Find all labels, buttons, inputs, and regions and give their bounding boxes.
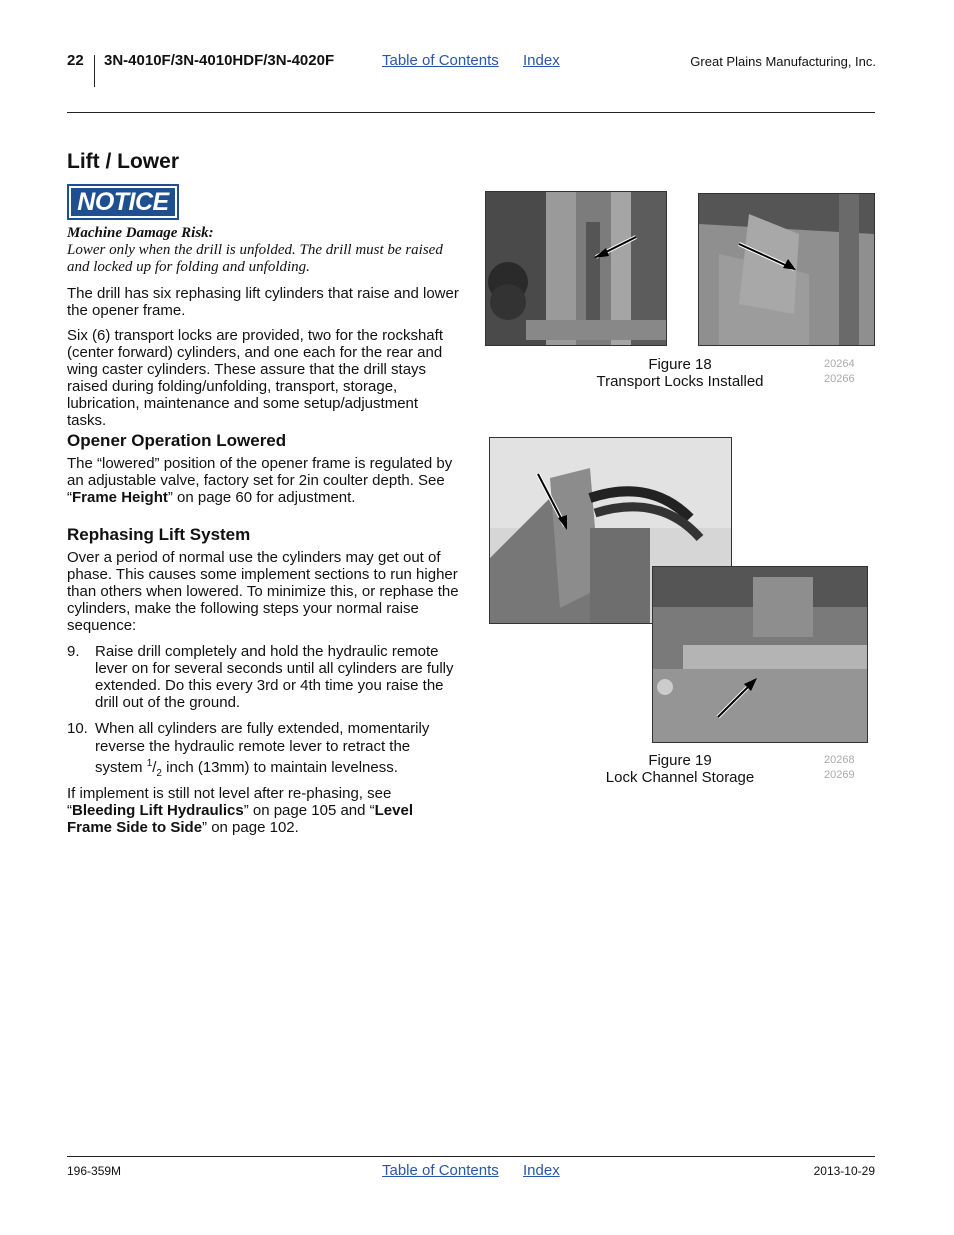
step-10-number: 10. [67, 720, 88, 737]
figure19-caption: Lock Channel Storage [605, 769, 755, 786]
page-number: 22 [67, 52, 84, 69]
notice-badge: NOTICE [67, 184, 179, 220]
opener-paragraph: The “lowered” position of the opener frame is regulated by an adjustable valve, factory set for 2in coulter depth. See “Frame Height” on page 60 for adjustment. [67, 455, 453, 506]
closing-paragraph: If implement is still not level after re-phasing, see “Bleeding Lift Hydraulics” on page 105 and “Level Frame Side to Side” on page 102. [67, 785, 413, 836]
rephasing-heading: Rephasing Lift System [67, 525, 251, 544]
frame-height-ref: Frame Height [72, 489, 168, 506]
header-toc-link[interactable]: Table of Contents [382, 52, 499, 69]
figure19-code-2: 20269 [824, 769, 855, 781]
opener-heading: Opener Operation Lowered [67, 431, 287, 450]
figure18-code-2: 20266 [824, 373, 855, 385]
figure18-photo-left [485, 191, 667, 346]
footer-date: 2013-10-29 [813, 1164, 875, 1178]
header-index-link[interactable]: Index [523, 52, 560, 69]
company-name: Great Plains Manufacturing, Inc. [690, 54, 876, 69]
notice-text: Lower only when the drill is unfolded. The drill must be raised and locked up for folding and unfolding. [67, 242, 443, 275]
header-divider [94, 55, 95, 87]
section-title: Lift / Lower [67, 150, 179, 173]
step-9-text: Raise drill completely and hold the hydraulic remote lever on for several seconds until all cylinders are fully extended. Do this every 3rd or 4th time you raise the drill out of the ground. [95, 643, 454, 711]
header-rule [67, 112, 875, 113]
footer-rule [67, 1156, 875, 1157]
figure18-code-1: 20264 [824, 358, 855, 370]
figure18-photo-right [698, 193, 875, 346]
figure19-photo-bottom [652, 566, 868, 743]
figure18-caption: Transport Locks Installed [596, 373, 764, 390]
footer-index-link[interactable]: Index [523, 1162, 560, 1179]
level-frame-ref: Level Frame Side to Side [67, 802, 413, 836]
step-9-number: 9. [67, 643, 80, 660]
intro-paragraph: The drill has six rephasing lift cylinders that raise and lower the opener frame. [67, 285, 459, 319]
footer-toc-link[interactable]: Table of Contents [382, 1162, 499, 1179]
figure18-label: Figure 18 [648, 356, 712, 373]
step-10-text: When all cylinders are fully extended, momentarily reverse the hydraulic remote lever to retract the system $^1/_2$ inch (13mm) to maintain levelness. [95, 720, 430, 779]
rephasing-intro: Over a period of normal use the cylinders may get out of phase. This causes some implement sections to run higher than others when lowered. To minimize this, or rephase the cylinders, make the following steps your normal raise sequence: [67, 549, 459, 634]
doc-number: 196-359M [67, 1164, 122, 1178]
model-title: 3N-4010F/3N-4010HDF/3N-4020F [104, 52, 335, 69]
figure19-code-1: 20268 [824, 754, 855, 766]
figure19-label: Figure 19 [648, 752, 712, 769]
transport-locks-paragraph: Six (6) transport locks are provided, two for the rockshaft (center forward) cylinders, and one each for the rear and wing caster cylinders. These assure that the drill stays raised during folding/unfolding, transport, storage, lubrication, maintenance and some setup/adjustment tasks. [67, 327, 443, 429]
notice-heading: Machine Damage Risk: [67, 225, 214, 241]
bleeding-ref: Bleeding Lift Hydraulics [72, 802, 244, 819]
